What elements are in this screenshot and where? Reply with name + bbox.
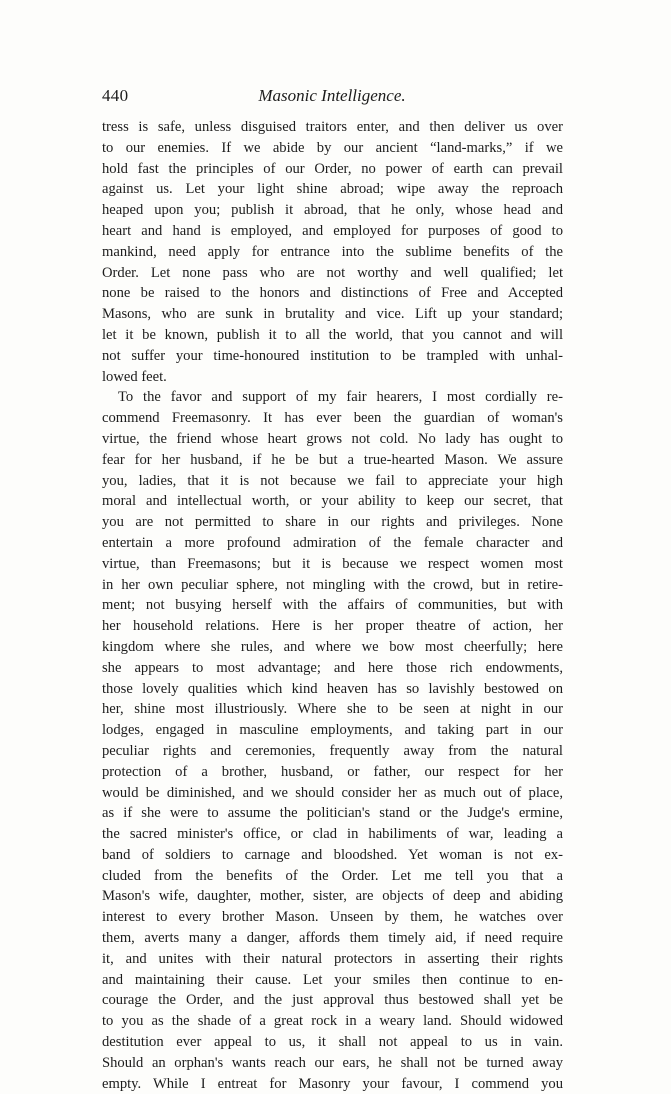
text-line: Order. Let none pass who are not worthy and well qualified; let	[102, 264, 563, 281]
text-line: you are not permitted to share in our rights and privileges. None	[102, 514, 563, 531]
text-line: as if she were to assume the politician's stand or the Judge's ermine,	[102, 805, 563, 822]
text-line: none be raised to the honors and distinctions of Free and Accepted	[102, 285, 563, 302]
text-line: heart and hand is employed, and employed for purposes of good to	[102, 222, 563, 239]
paragraph-end-line: lowed feet.	[102, 368, 167, 385]
text-line: commend Freemasonry. It has ever been the guardian of woman's	[102, 410, 563, 427]
paragraph-start-line: To the favor and support of my fair hearers, I most cordially re-	[118, 389, 563, 406]
running-title: Masonic Intelligence.	[258, 86, 406, 105]
text-line: empty. While I entreat for Masonry your favour, I commend you	[102, 1075, 563, 1092]
text-line: it, and unites with their natural protectors in asserting their rights	[102, 950, 563, 967]
page-number: 440	[102, 86, 129, 105]
text-line: mankind, need apply for entrance into the sublime benefits of the	[102, 243, 563, 260]
text-line: her, shine most illustriously. Where she to be seen at night in our	[102, 701, 563, 718]
text-line: tress is safe, unless disguised traitors enter, and then deliver us over	[102, 119, 563, 135]
text-line: lodges, engaged in masculine employments, and taking part in our	[102, 722, 563, 739]
text-line: Should an orphan's wants reach our ears, he shall not be turned away	[102, 1054, 563, 1071]
text-line: entertain a more profound admiration of the female character and	[102, 534, 563, 551]
text-line: and maintaining their cause. Let your smiles then continue to en-	[102, 971, 563, 988]
text-line: Masons, who are sunk in brutality and vice. Lift up your standard;	[102, 306, 563, 323]
text-line: you, ladies, that it is not because we fail to appreciate your high	[102, 472, 563, 489]
text-line: band of soldiers to carnage and bloodshed. Yet woman is not ex-	[102, 846, 563, 863]
text-line: in her own peculiar sphere, not mingling with the crowd, but in retire-	[102, 576, 563, 593]
text-line: her household relations. Here is her proper theatre of action, her	[102, 618, 563, 635]
text-line: interest to every brother Mason. Unseen by them, he watches over	[102, 909, 563, 926]
text-line: fear for her husband, if he be but a true-hearted Mason. We assure	[102, 451, 563, 468]
text-line: moral and intellectual worth, or your ability to keep our secret, that	[102, 493, 563, 510]
text-line: heaped upon you; publish it abroad, that he only, whose head and	[102, 202, 563, 219]
page-header	[102, 86, 562, 112]
text-line: ment; not busying herself with the affairs of communities, but with	[102, 597, 563, 614]
text-line: those lovely qualities which kind heaven has so lavishly bestowed on	[102, 680, 563, 697]
text-line: would be diminished, and we should consider her as much out of place,	[102, 784, 563, 801]
text-line: virtue, the friend whose heart grows not cold. No lady has ought to	[102, 430, 563, 447]
text-line: to our enemies. If we abide by our ancient “land-marks,” if we	[102, 139, 563, 156]
body-text	[102, 117, 563, 1094]
text-line: virtue, than Freemasons; but it is because we respect women most	[102, 555, 563, 572]
text-line: courage the Order, and the just approval thus bestowed shall yet be	[102, 992, 563, 1009]
text-line: to you as the shade of a great rock in a weary land. Should widowed	[102, 1013, 563, 1030]
text-line: against us. Let your light shine abroad; wipe away the reproach	[102, 181, 563, 198]
text-line: cluded from the benefits of the Order. Let me tell you that a	[102, 867, 563, 884]
text-line: them, averts many a danger, affords them timely aid, if need require	[102, 930, 563, 947]
text-line: she appears to most advantage; and here those rich endowments,	[102, 659, 563, 676]
text-line: not suffer your time-honoured institution to be trampled with unhal-	[102, 347, 563, 364]
text-line: destitution ever appeal to us, it shall not appeal to us in vain.	[102, 1034, 563, 1051]
text-line: Mason's wife, daughter, mother, sister, are objects of deep and abiding	[102, 888, 563, 905]
text-line: the sacred minister's office, or clad in habiliments of war, leading a	[102, 826, 563, 843]
text-line: let it be known, publish it to all the world, that you cannot and will	[102, 326, 563, 343]
text-line: protection of a brother, husband, or father, our respect for her	[102, 763, 563, 780]
text-line: peculiar rights and ceremonies, frequently away from the natural	[102, 742, 563, 759]
text-line: hold fast the principles of our Order, no power of earth can prevail	[102, 160, 563, 177]
text-line: kingdom where she rules, and where we bow most cheerfully; here	[102, 638, 563, 655]
